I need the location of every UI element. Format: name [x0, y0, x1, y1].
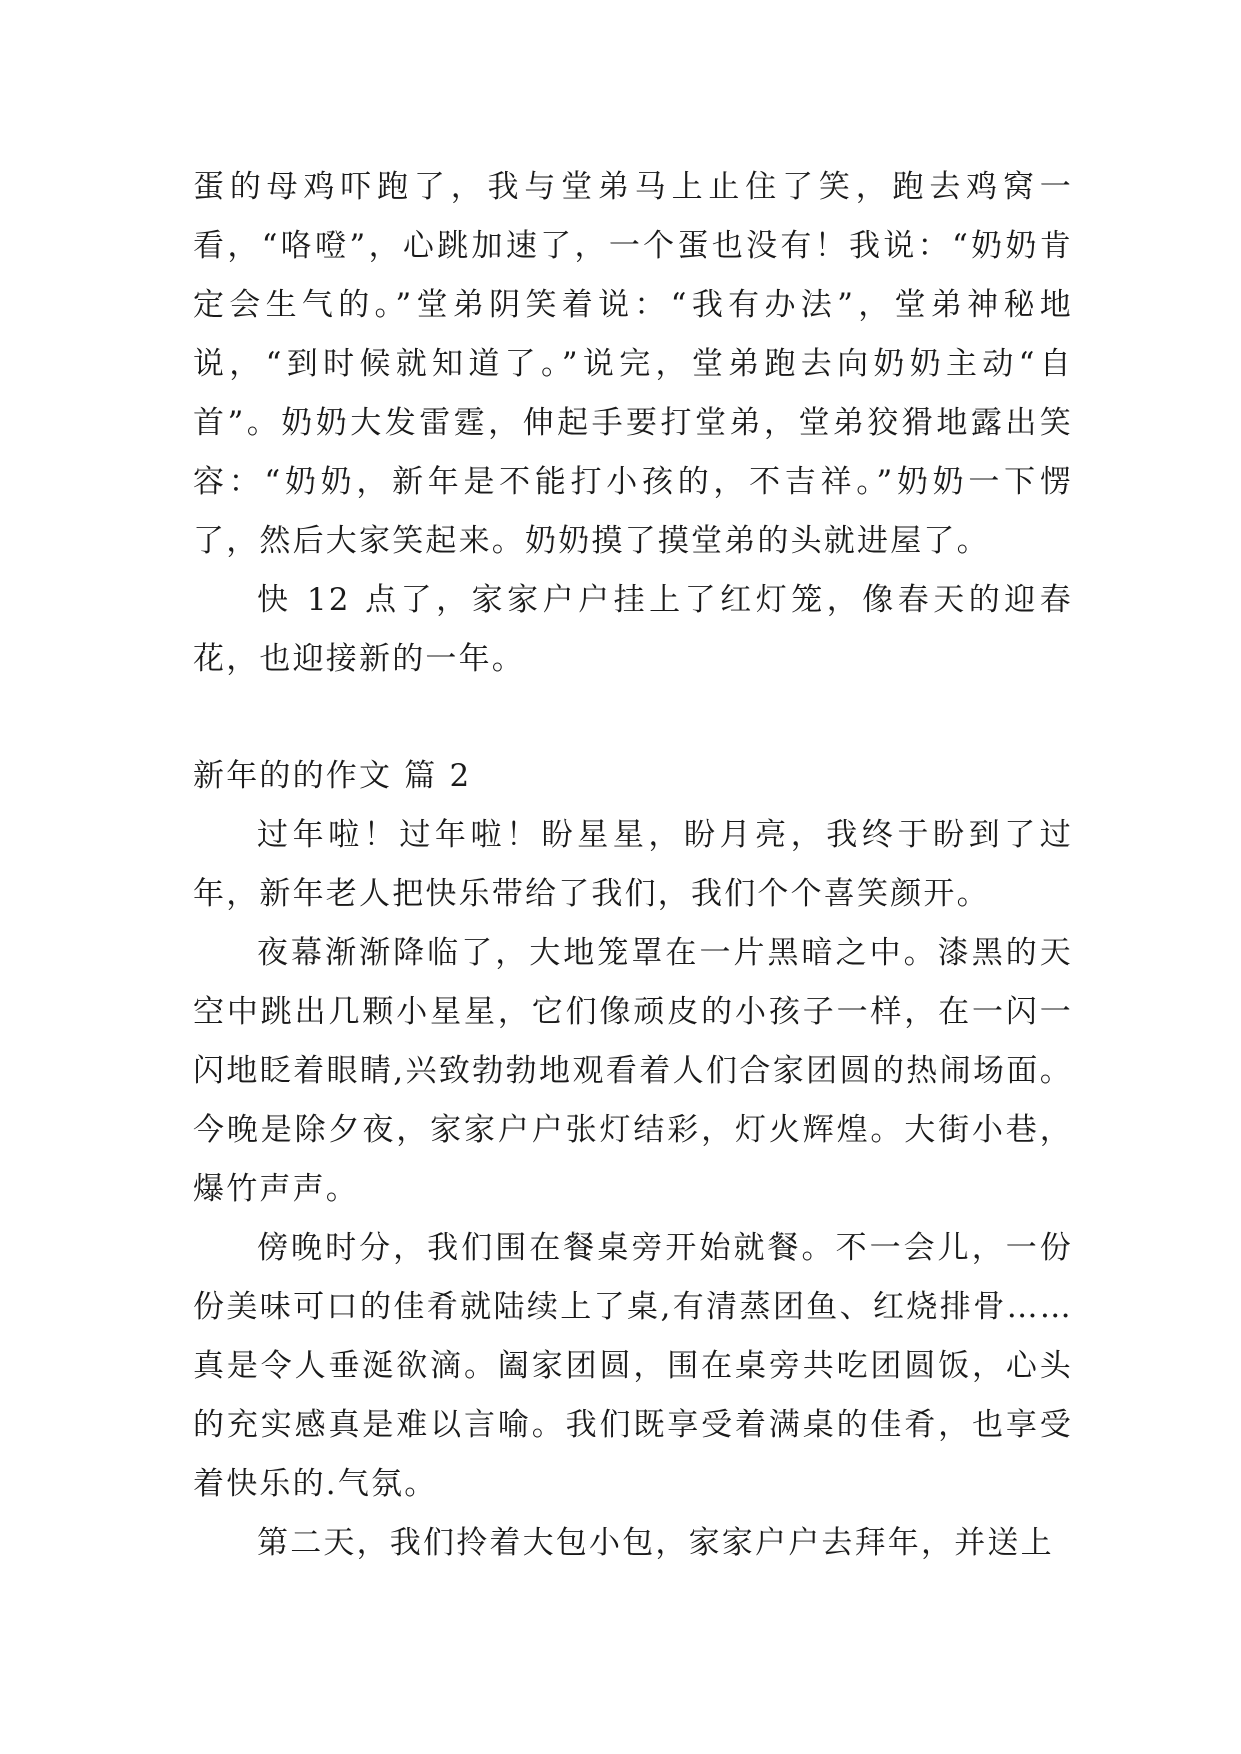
paragraph-continued: 蛋的母鸡吓跑了，我与堂弟马上止住了笑，跑去鸡窝一看，“咯噔”，心跳加速了，一个蛋也没有！我说：“奶奶肯定会生气的。”堂弟阴笑着说：“我有办法”，堂弟神秘地说，“到时候就知道了。”说完，堂弟跑去向奶奶主动“自首”。奶奶大发雷霆，伸起手要打堂弟，堂弟狡猾地露出笑容：“奶奶，新年是不能打小孩的，不吉祥。”奶奶一下愣了，然后大家笑起来。奶奶摸了摸堂弟的头就进屋了。 — [193, 169, 1073, 559]
document-body — [193, 158, 1073, 1573]
paragraph: 快 12 点了，家家户户挂上了红灯笼，像春天的迎春花，也迎接新的一年。 — [193, 582, 1073, 677]
paragraph: 第二天，我们拎着大包小包，家家户户去拜年，并送上 — [257, 1525, 1054, 1561]
paragraph: 夜幕渐渐降临了，大地笼罩在一片黑暗之中。漆黑的天空中跳出几颗小星星，它们像顽皮的小孩子一样，在一闪一闪地眨着眼睛,兴致勃勃地观看着人们合家团圆的热闹场面。今晚是除夕夜，家家户户张灯结彩，灯火辉煌。大街小巷，爆竹声声。 — [193, 935, 1073, 1207]
section-gap — [193, 689, 1073, 747]
paragraph: 傍晚时分，我们围在餐桌旁开始就餐。不一会儿，一份份美味可口的佳肴就陆续上了桌,有清蒸团鱼、红烧排骨……真是令人垂涎欲滴。阖家团圆，围在桌旁共吃团圆饭，心头的充实感真是难以言喻。我们既享受着满桌的佳肴，也享受着快乐的.气氛。 — [193, 1230, 1073, 1502]
section-title: 新年的的作文 篇 2 — [193, 758, 472, 794]
paragraph: 过年啦！过年啦！盼星星，盼月亮，我终于盼到了过年，新年老人把快乐带给了我们，我们个个喜笑颜开。 — [193, 817, 1073, 912]
